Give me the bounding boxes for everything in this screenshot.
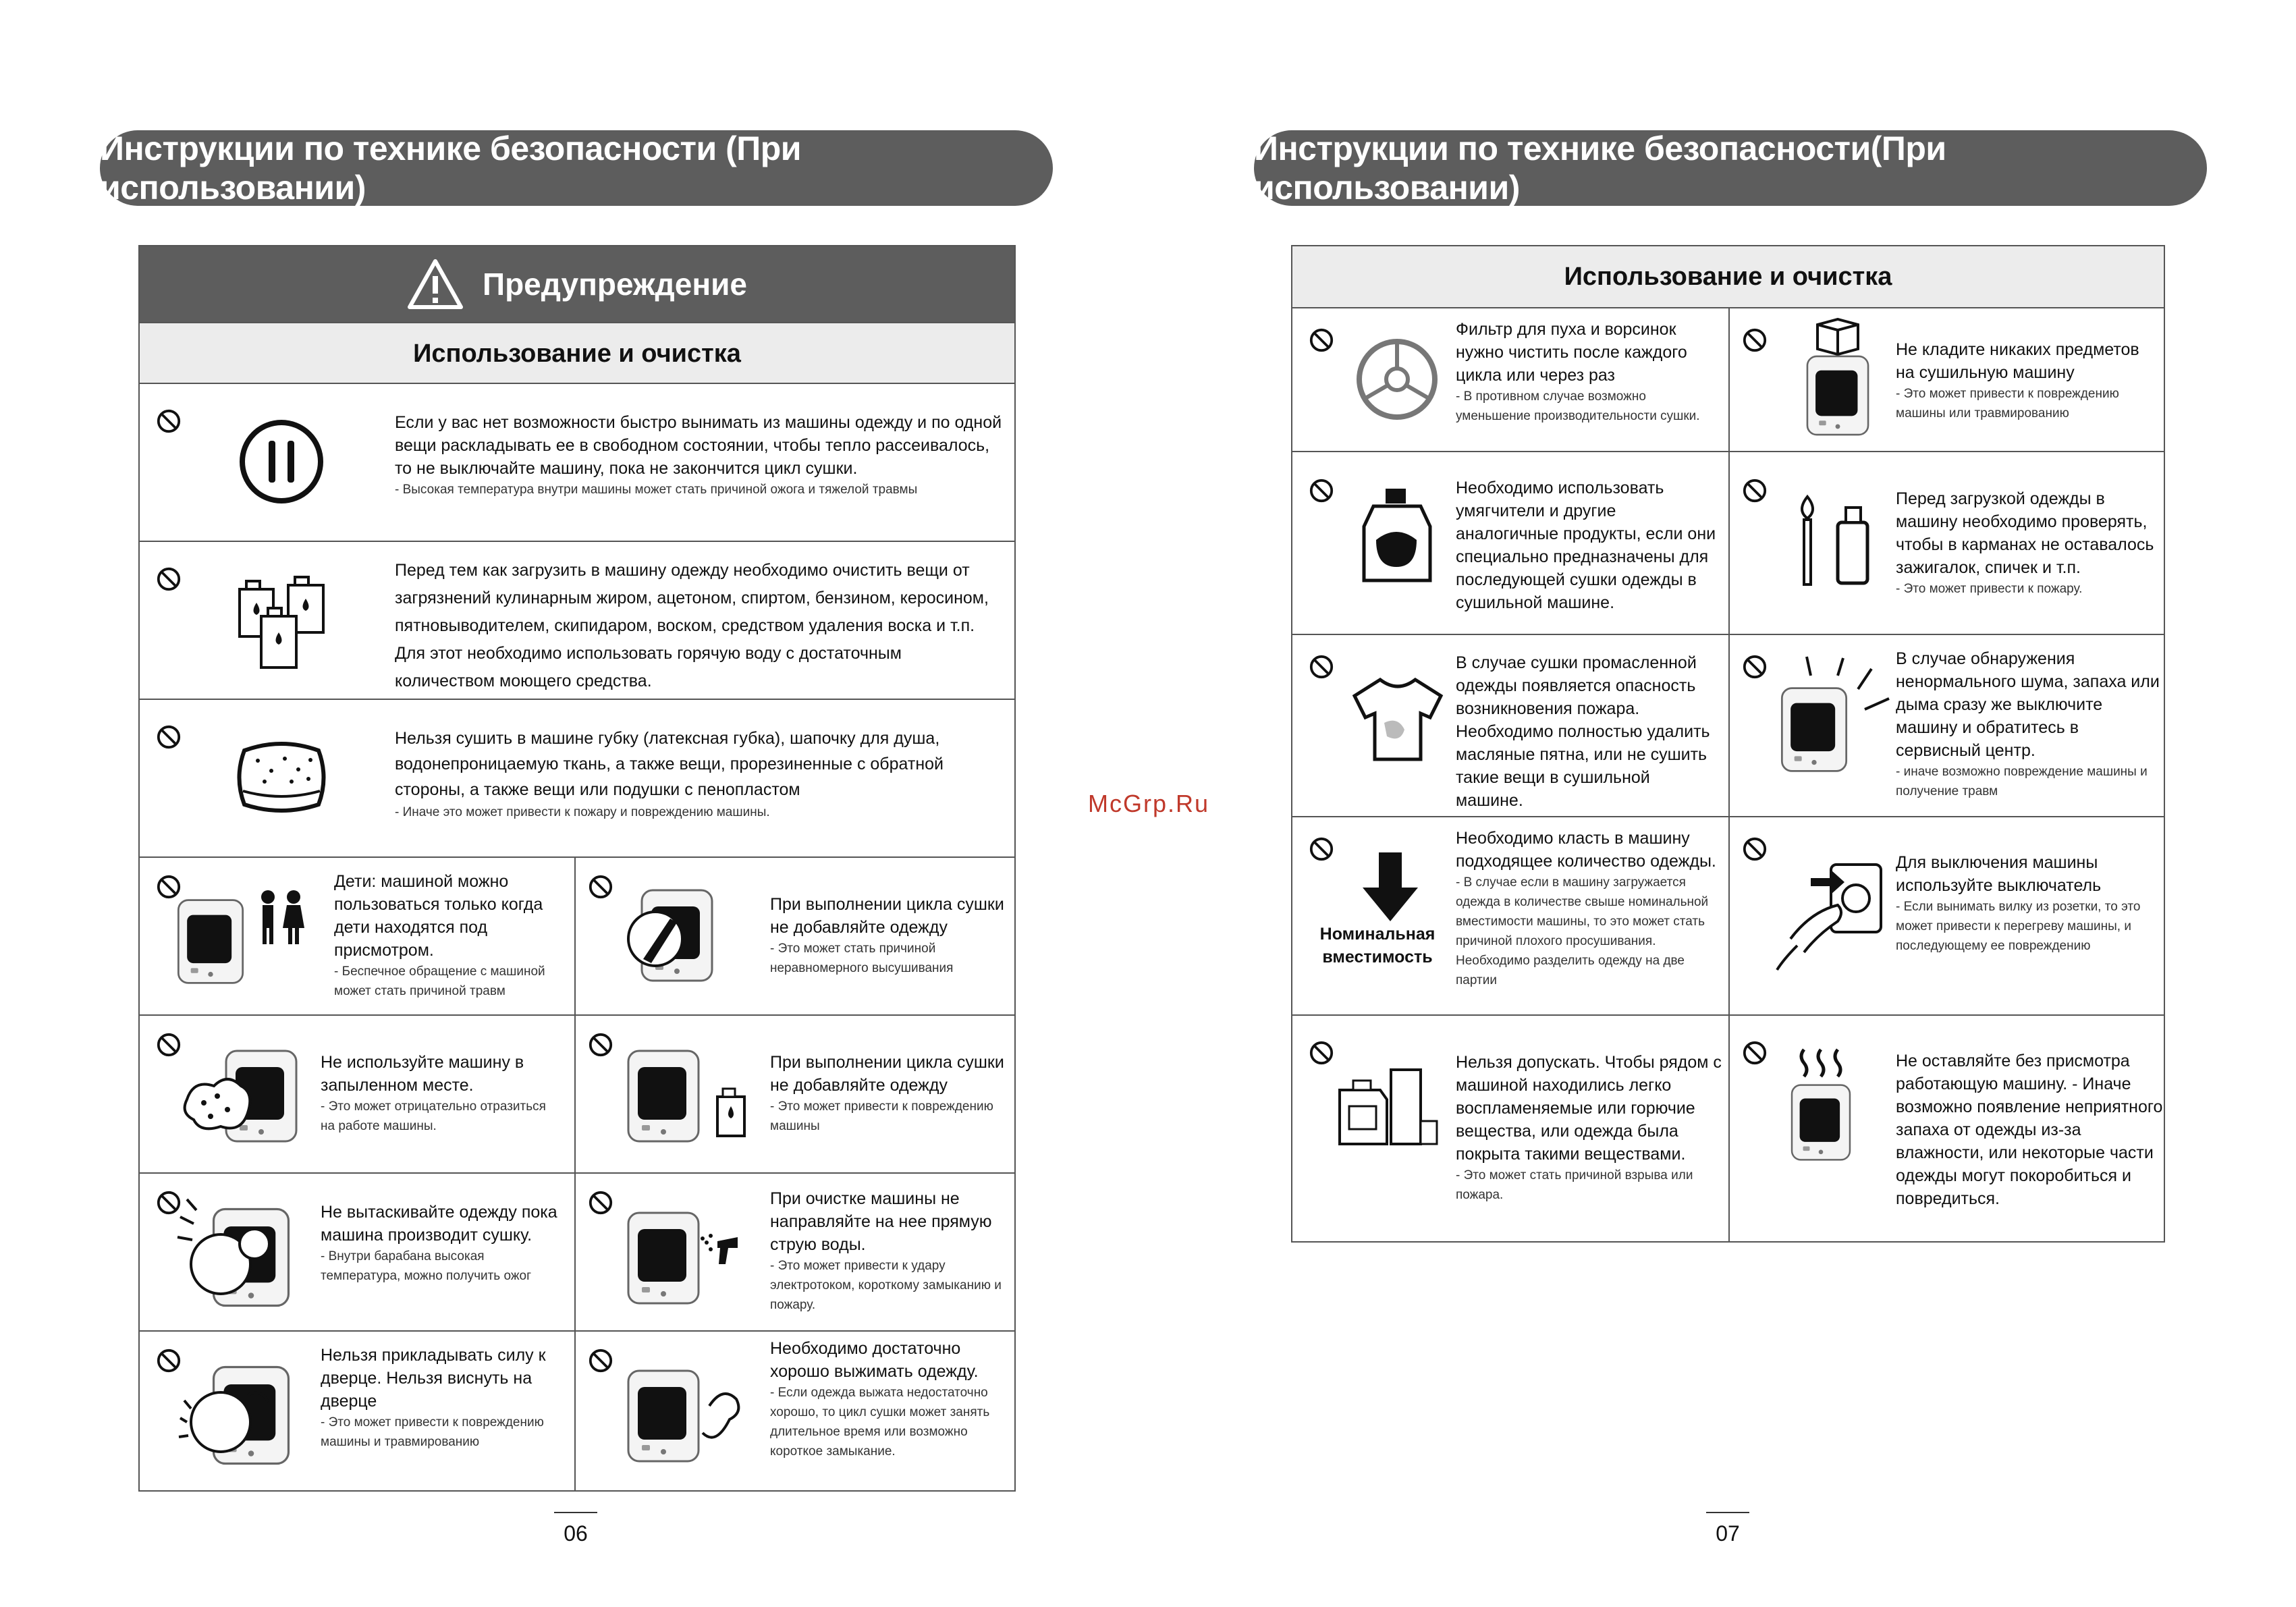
prohibited-icon (1309, 478, 1334, 503)
right-table (1291, 245, 2165, 1243)
item-text: Не используйте машину в запыленном месте. - Это может отрицательно отразиться на работе машины. (321, 1053, 546, 1133)
prohibited-icon (156, 566, 182, 592)
prohibited-icon (156, 408, 182, 434)
dryer-steam-icon (1784, 1043, 1865, 1164)
item-text: При выполнении цикла сушки не добавляйте одежду - Это может стать причиной неравномерного высушивания (770, 895, 1004, 975)
list-item (1292, 816, 2164, 1014)
list-item (140, 383, 1014, 541)
right-page-title: Инструкции по технике безопасности(При использовании) (1254, 130, 2207, 206)
prohibited-icon (588, 1032, 613, 1058)
item-text: Не вытаскивайте одежду пока машина производит сушку. - Внутри барабана высокая температура, можно получить ожог (321, 1203, 557, 1283)
prohibited-icon (1742, 654, 1768, 680)
item-text: Перед загрузкой одежды в машину необходимо проверять, чтобы в карманах не оставалось зажигалок, спичек и т.п. - Это может привести к пожару. (1896, 489, 2154, 596)
item-text: Необходимо класть в машину подходящее количество одежды. - В случае если в машину загружается одежда в количестве свыше номинальной вместимости машины, то это может стать причиной плохого просушивания. Необходимо разделить одежду на две партии (1456, 829, 1716, 987)
warning-triangle-icon (407, 258, 464, 310)
prohibited-icon (588, 1348, 613, 1373)
prohibited-icon (1742, 1040, 1768, 1066)
list-item (140, 856, 1014, 1014)
list-item (1292, 451, 2164, 634)
item-text: При очистке машины не направляйте на нее прямую струю воды. - Это может привести к удару электротоком, короткому замыканию и пожару. (770, 1189, 1002, 1312)
list-item (140, 1172, 1014, 1330)
list-item (1292, 634, 2164, 816)
item-text: Нельзя допускать. Чтобы рядом с машиной находились легко воспламеняемые или горючие вещества, или одежда была покрыта такими веществами. - Это может стать причиной взрыва или пожара. (1456, 1053, 1722, 1202)
prohibited-icon (1309, 1040, 1334, 1066)
dryer-dust-icon (173, 1039, 308, 1153)
prohibited-icon (1742, 478, 1768, 503)
item-text: Нельзя прикладывать силу к дверце. Нельзя виснуть на дверце - Это может привести к повреждению машины и травмированию (321, 1346, 546, 1449)
prohibited-icon (588, 1190, 613, 1216)
item-text: Дети: машиной можно пользоваться только когда дети находятся под присмотром. - Беспечное обращение с машиной может стать причиной травм (334, 872, 545, 998)
right-section-title: Использование и очистка (1292, 246, 2164, 307)
chemical-cans-icon (234, 569, 329, 670)
right-page-number: 07 (1701, 1512, 1755, 1546)
warning-label: Предупреждение (483, 267, 747, 302)
item-text: В случае сушки промасленной одежды появляется опасность возникновения пожара. Необходимо полностью удалить масляные пятна, или не сушить такие вещи в сушильной машине. (1456, 653, 1710, 810)
dryer-hot-icon (173, 1190, 308, 1318)
item-text: При выполнении цикла сушки не добавляйте одежду - Это может привести к повреждению машины (770, 1053, 1004, 1133)
list-item (140, 1014, 1014, 1172)
left-page-number: 06 (549, 1512, 603, 1546)
oily-shirt-icon (1350, 676, 1445, 763)
list-item (1292, 307, 2164, 451)
prohibited-icon (588, 874, 613, 900)
item-text: Необходимо использовать умягчители и другие аналогичные продукты, если они специально предназначены для последующей сушки одежды в сушильной машине. (1456, 479, 1716, 612)
down-arrow-icon (1360, 850, 1421, 924)
prohibited-icon (1309, 327, 1334, 353)
watermark: McGrp.Ru (1088, 790, 1210, 817)
item-text: Не кладите никаких предметов на сушильную машину - Это может привести к повреждению машины или травмированию (1896, 340, 2139, 420)
dryer-wring-icon (616, 1359, 751, 1473)
left-page-title: Инструкции по технике безопасности (При использовании) (100, 130, 1053, 206)
item-text: В случае обнаружения ненормального шума, запаха или дыма сразу же выключите машину и обратитесь в сервисный центр. - иначе возможно повреждение машины и получение травм (1896, 649, 2160, 798)
prohibited-icon (156, 724, 182, 750)
item-text: Фильтр для пуха и ворсинок нужно чистить после каждого цикла или через раз - В противном случае возможно уменьшение производительности сушки. (1456, 320, 1700, 423)
list-item (140, 1330, 1014, 1490)
dryer-open-door-icon (616, 878, 731, 993)
item-text: Необходимо достаточно хорошо выжимать одежду. - Если одежда выжата недостаточно хорошо, то цикл сушки может занять длительное время или возможно короткое замыкание. (770, 1339, 990, 1459)
item-text: Если у вас нет возможности быстро вынимать из машины одежду и по одной вещи раскладывать ее в свободном состоянии, чтобы тепло рассеивалось, то не выключайте машину, пока не закончится цикл сушки. - Высокая температура внутри машины может стать причиной ожога и тяжелой травмы (395, 413, 1002, 497)
dryer-water-spray-icon (616, 1201, 751, 1315)
sponge-icon (231, 737, 332, 818)
left-section-title: Использование и очистка (140, 322, 1014, 384)
match-lighter-icon (1784, 493, 1878, 587)
prohibited-icon (1742, 836, 1768, 862)
pause-icon (238, 418, 325, 506)
prohibited-icon (1309, 654, 1334, 680)
left-table (138, 245, 1016, 1492)
item-text: Перед тем как загрузить в машину одежду необходимо очистить вещи от загрязнений кулинарным жиром, ацетоном, спиртом, бензином, керосином, пятновыводителем, скипидаром, воском, средством удаления воска и т.п. Для этот необходимо использовать горячую воду с достаточным количеством моющего средства. (395, 561, 989, 690)
list-item (1292, 1014, 2164, 1241)
softener-bottle-icon (1360, 486, 1434, 587)
dryer-door-force-icon (173, 1348, 308, 1476)
lint-filter-icon (1353, 335, 1441, 423)
item-text: Не оставляйте без присмотра работающую машину. - Иначе возможно появление неприятного запаха от одежды из-за влажности, или некоторые части одежды могут покоробиться и повредиться. (1896, 1052, 2163, 1208)
dryer-box-on-top-icon (1791, 318, 1885, 439)
list-item (140, 699, 1014, 856)
unplug-icon (1770, 858, 1885, 973)
flammable-cans-icon (1333, 1056, 1441, 1151)
capacity-caption: Номинальная вместимость (1319, 925, 1436, 966)
item-text: Нельзя сушить в машине губку (латексная губка), шапочку для душа, водонепроницаемую ткань, а также вещи, прорезиненные с обратной стороны, а также вещи или подушки с пенопластом - Иначе это может привести к пожару и повреждению машины. (395, 729, 944, 819)
list-item (140, 541, 1014, 699)
item-text: Для выключения машины используйте выключатель - Если вынимать вилку из розетки, то это может привести к перегреву машины, и последующему ее повреждению (1896, 853, 2141, 953)
dryer-can-icon (616, 1039, 751, 1153)
prohibited-icon (1742, 327, 1768, 353)
dryer-children-icon (173, 881, 308, 996)
dryer-abnormal-icon (1770, 655, 1892, 777)
prohibited-icon (1309, 836, 1334, 862)
warning-header (140, 246, 1014, 322)
